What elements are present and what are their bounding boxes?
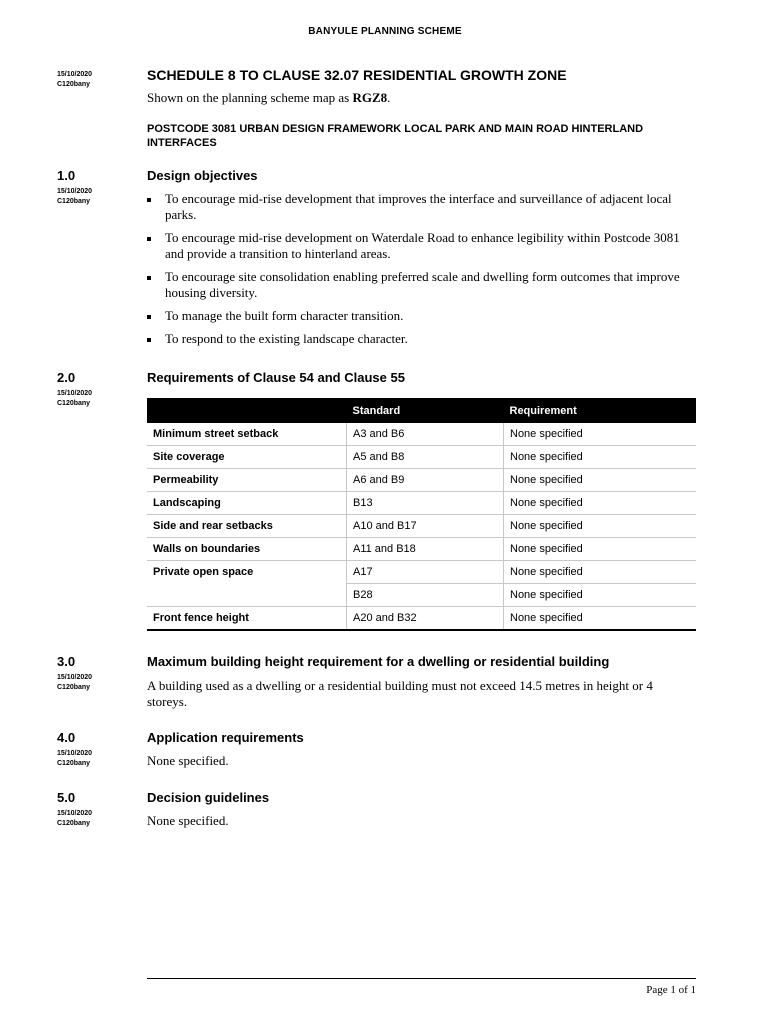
amendment-code: C120bany: [57, 760, 91, 767]
map-note-prefix: Shown on the planning scheme map as: [147, 90, 353, 105]
table-cell-element: Walls on boundaries: [147, 538, 347, 561]
section-3-text: A building used as a dwelling or a residential building must not exceed 14.5 metres in height or 4 storeys.: [147, 678, 653, 709]
list-item: [147, 269, 695, 301]
section-5-heading: Decision guidelines: [147, 790, 270, 805]
section-5-number: 5.0: [57, 790, 76, 805]
bullet-icon: [147, 315, 151, 319]
section-3-heading: Maximum building height requirement for a dwelling or residential building: [147, 654, 610, 669]
table-row: [147, 561, 696, 584]
amendment-date: 15/10/2020: [57, 390, 93, 397]
design-objectives-list: [147, 191, 695, 354]
list-item-text: To manage the built form character transition.: [165, 308, 404, 323]
section-1-number: 1.0: [57, 168, 76, 183]
list-item: [147, 230, 695, 262]
section-3-number: 3.0: [57, 654, 76, 669]
amendment-date: 15/10/2020: [57, 188, 93, 195]
amendment-date: 15/10/2020: [57, 810, 93, 817]
section-3-margin-note: [57, 673, 92, 693]
column-header-requirement: Requirement: [504, 398, 697, 423]
section-5-margin-note: [57, 809, 92, 829]
table-cell-requirement: None specified: [504, 469, 697, 492]
table-cell-requirement: None specified: [504, 446, 697, 469]
amendment-code: C120bany: [57, 684, 91, 691]
table-cell-element: Front fence height: [147, 607, 347, 631]
bullet-icon: [147, 198, 151, 202]
table-cell-standard: A3 and B6: [347, 423, 504, 446]
table-cell-standard: A20 and B32: [347, 607, 504, 631]
section-4-margin-note: [57, 749, 92, 769]
table-cell-requirement: None specified: [504, 515, 697, 538]
section-2-number: 2.0: [57, 370, 76, 385]
section-1-heading: Design objectives: [147, 168, 258, 183]
bullet-icon: [147, 338, 151, 342]
table-row: [147, 538, 696, 561]
table-cell-requirement: None specified: [504, 561, 697, 584]
table-cell-requirement: None specified: [504, 584, 697, 607]
requirements-table: [147, 398, 696, 631]
page-number: Page 1 of 1: [646, 984, 696, 996]
table-cell-element: Private open space: [153, 566, 254, 579]
table-cell-requirement: None specified: [504, 423, 697, 446]
list-item-text: To encourage site consolidation enabling preferred scale and dwelling form outcomes that improve housing diversity.: [165, 269, 680, 300]
table-row: [147, 584, 696, 607]
section-2-heading: Requirements of Clause 54 and Clause 55: [147, 370, 405, 385]
amendment-code: C120bany: [57, 81, 91, 88]
section-1-margin-note: [57, 187, 92, 207]
table-cell-element: [147, 584, 347, 607]
table-cell-element: Landscaping: [147, 492, 347, 515]
requirements-table-wrapper: [147, 398, 696, 631]
map-note-suffix: .: [387, 90, 391, 105]
table-header-row: [147, 398, 696, 423]
section-4-number: 4.0: [57, 730, 76, 745]
list-item-text: To respond to the existing landscape character.: [165, 331, 408, 346]
table-row: [147, 607, 696, 631]
column-header: [147, 398, 347, 423]
list-item: [147, 308, 695, 324]
section-2-margin-note: [57, 389, 92, 409]
table-cell-element: Site coverage: [147, 446, 347, 469]
list-item: [147, 331, 695, 347]
amendment-code: C120bany: [57, 400, 91, 407]
schedule-title: SCHEDULE 8 TO CLAUSE 32.07 RESIDENTIAL GROWTH ZONE: [147, 67, 567, 83]
table-row: [147, 423, 696, 446]
table-cell-standard: A5 and B8: [347, 446, 504, 469]
schedule-map-note: [147, 90, 695, 106]
section-4-heading: Application requirements: [147, 730, 304, 745]
table-row: [147, 515, 696, 538]
table-cell-element: Permeability: [147, 469, 347, 492]
table-row: [147, 492, 696, 515]
amendment-code: C120bany: [57, 198, 91, 205]
list-item: [147, 191, 695, 223]
table-cell-element: Side and rear setbacks: [147, 515, 347, 538]
table-cell-requirement: None specified: [504, 607, 697, 631]
section-4-text: None specified.: [147, 753, 229, 768]
bullet-icon: [147, 237, 151, 241]
amendment-date: 15/10/2020: [57, 71, 93, 78]
table-cell-standard: A11 and B18: [347, 538, 504, 561]
table-cell-requirement: None specified: [504, 538, 697, 561]
amendment-code: C120bany: [57, 820, 91, 827]
table-row: [147, 446, 696, 469]
table-cell-standard: A17: [347, 561, 504, 584]
table-row: [147, 469, 696, 492]
table-cell-standard: B28: [347, 584, 504, 607]
table-cell-element: Minimum street setback: [147, 423, 347, 446]
bullet-icon: [147, 276, 151, 280]
table-cell-standard: B13: [347, 492, 504, 515]
table-cell-standard: A10 and B17: [347, 515, 504, 538]
list-item-text: To encourage mid-rise development that improves the interface and surveillance of adjacent local parks.: [165, 191, 672, 222]
table-cell-requirement: None specified: [504, 492, 697, 515]
top-margin-note: [57, 70, 92, 90]
column-header-standard: Standard: [347, 398, 504, 423]
page-header-title: BANYULE PLANNING SCHEME: [308, 26, 462, 37]
table-cell-standard: A6 and B9: [347, 469, 504, 492]
schedule-subtitle: POSTCODE 3081 URBAN DESIGN FRAMEWORK LOCAL PARK AND MAIN ROAD HINTERLAND INTERFACES: [147, 123, 644, 149]
amendment-date: 15/10/2020: [57, 674, 93, 681]
section-5-text: None specified.: [147, 813, 229, 828]
footer-divider: [147, 978, 696, 979]
list-item-text: To encourage mid-rise development on Waterdale Road to enhance legibility within Postcode 3081 and provide a transition to hinterland areas.: [165, 230, 680, 261]
amendment-date: 15/10/2020: [57, 750, 93, 757]
map-code: RGZ8: [352, 90, 388, 105]
